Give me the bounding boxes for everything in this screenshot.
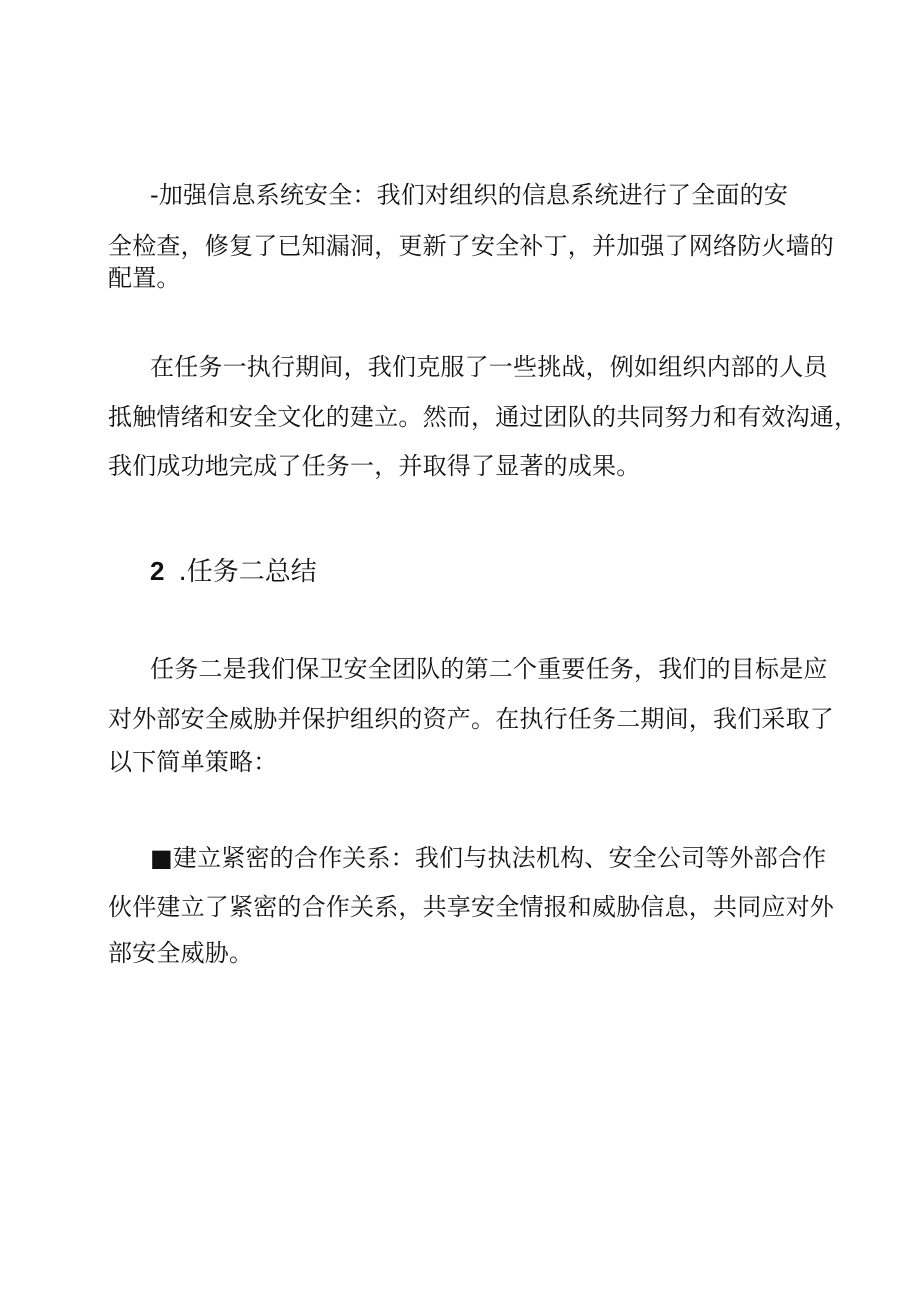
paragraph-line: 抵触情绪和安全文化的建立。然而，通过团队的共同努力和有效沟通， [108, 403, 859, 431]
paragraph-line: 以下简单策略： [108, 748, 278, 776]
section-number: 2 [150, 556, 165, 586]
paragraph-line: 部安全威胁。 [108, 939, 254, 967]
paragraph-line: 任务二是我们保卫安全团队的第二个重要任务，我们的目标是应 [150, 655, 828, 683]
paragraph-line: 伙伴建立了紧密的合作关系，共享安全情报和威胁信息，共同应对外 [108, 893, 834, 921]
paragraph-line: 在任务一执行期间，我们克服了一些挑战，例如组织内部的人员 [150, 353, 828, 381]
paragraph-line: 配置。 [108, 264, 181, 292]
paragraph-line: 全检查，修复了已知漏洞，更新了安全补丁，并加强了网络防火墙的 [108, 232, 834, 260]
paragraph-line: 我们成功地完成了任务一，并取得了显著的成果。 [108, 452, 641, 480]
section-heading [150, 555, 317, 588]
paragraph-line: ■建立紧密的合作关系：我们与执法机构、安全公司等外部合作 [150, 844, 827, 872]
paragraph-line: 对外部安全威胁并保护组织的资产。在执行任务二期间，我们采取了 [108, 705, 834, 733]
paragraph-line: -加强信息系统安全：我们对组织的信息系统进行了全面的安 [150, 181, 789, 209]
section-title: .任务二总结 [178, 557, 317, 587]
